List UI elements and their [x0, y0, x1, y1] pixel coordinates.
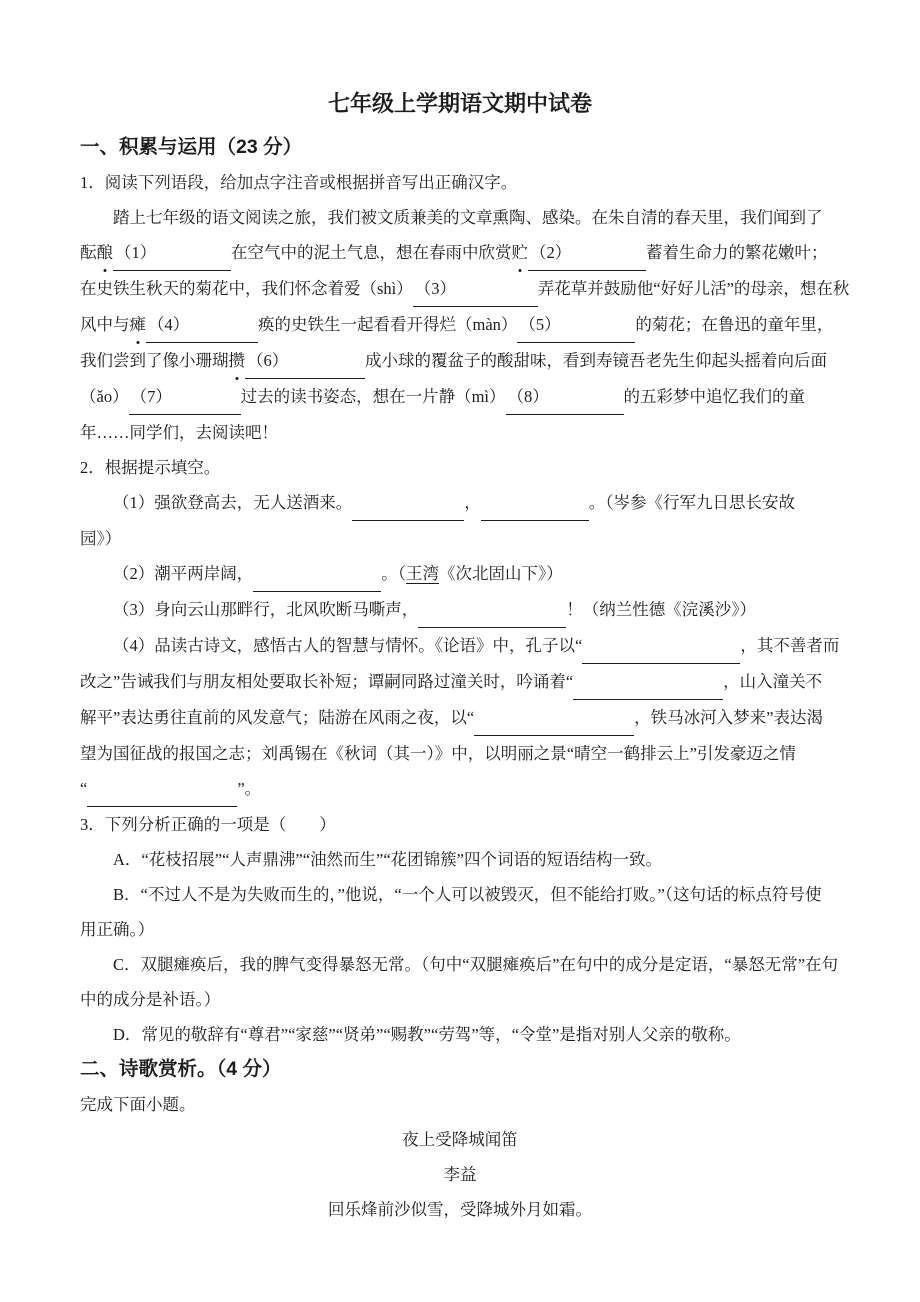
- text-line: [80, 982, 840, 1017]
- text-segment: 解平”表达勇往直前的风发意气；陆游在风雨之夜，以“: [80, 708, 475, 727]
- text-line: [80, 556, 840, 592]
- text-line: [80, 415, 840, 450]
- exam-title: [80, 88, 840, 120]
- text-segment: 我们尝到了像小珊瑚: [80, 351, 229, 370]
- text-segment: （4）品读古诗文，感悟古人的智慧与情怀。《论语》中，孔子以“: [113, 636, 583, 655]
- text-segment: ”。: [237, 779, 262, 798]
- text-segment: 2．根据提示填空。: [80, 458, 221, 477]
- text-segment: 夜上受降城闻笛: [402, 1130, 518, 1149]
- option-c: [80, 947, 840, 982]
- question-2-stem: [80, 450, 840, 485]
- text-segment: 七年级上学期语文期中试卷: [327, 91, 592, 116]
- fill-blank: （7）: [129, 379, 241, 415]
- text-segment: 回乐烽前沙似雪，受降城外月如霜。: [328, 1200, 592, 1219]
- text-segment: 年……同学们，去阅读吧！: [80, 423, 278, 442]
- text-segment: 。（: [381, 564, 406, 583]
- fill-blank: （4）: [146, 307, 258, 343]
- underlined-text: 王湾: [406, 564, 439, 583]
- fill-blank: [481, 485, 589, 521]
- text-segment: 《次北固山下》）: [439, 564, 563, 583]
- text-segment: 完成下面小题。: [80, 1095, 196, 1114]
- fill-blank: [87, 771, 237, 807]
- text-line: [80, 664, 840, 700]
- poem-title: [80, 1122, 840, 1157]
- text-segment: “: [80, 779, 88, 798]
- fill-blank: [418, 592, 566, 628]
- text-line: [80, 379, 840, 415]
- text-segment: D．常见的敬辞有“尊君”“家慈”“贤弟”“赐教”“劳驾”等，“令堂”是指对别人父亲的敬称。: [113, 1025, 741, 1044]
- fill-blank: （2）: [528, 235, 646, 271]
- text-segment: 园》）: [80, 529, 122, 548]
- text-line: [80, 628, 840, 664]
- section-heading: [80, 130, 840, 165]
- fill-blank: （3）: [413, 271, 538, 307]
- text-segment: 李益: [443, 1165, 477, 1184]
- fill-blank: [573, 664, 723, 700]
- text-segment: 在空气中的泥土气息，想在春雨中欣赏: [231, 243, 512, 262]
- poem-author: [80, 1157, 840, 1192]
- text-line: [80, 700, 840, 736]
- option-a: [80, 842, 840, 877]
- text-segment: 蓄着生命力的繁花嫩叶；: [646, 243, 828, 262]
- text-segment: 一、积累与运用（23 分）: [80, 136, 303, 158]
- text-segment: 望为国征战的报国之志；刘禹锡在《秋词（其一）》中，以明丽之景“晴空一鹤排云上”引发豪迈之情: [80, 744, 796, 763]
- text-line: [80, 912, 840, 947]
- fill-blank: [582, 628, 740, 664]
- text-segment: 痪的史铁生一起看看开得烂（màn）: [258, 315, 518, 334]
- text-line: [80, 592, 840, 628]
- document-body: [80, 88, 850, 1227]
- text-line: [80, 736, 840, 771]
- dotted-char: 瘫: [130, 307, 147, 342]
- text-segment: ，其不善者而: [740, 636, 840, 655]
- text-segment: 在史铁生秋天的菊花中，我们怀念着爱（shì）: [80, 279, 413, 298]
- text-line: [80, 235, 840, 271]
- text-segment: 1．阅读下列语段，给加点字注音或根据拼音写出正确汉字。: [80, 173, 518, 192]
- text-segment: 风中与: [80, 315, 130, 334]
- text-segment: 的菊花；在鲁迅的童年里，: [635, 315, 834, 334]
- dotted-char: 酿: [97, 235, 114, 270]
- dotted-char: 贮: [512, 235, 529, 270]
- text-segment: 。（岑参《行军九日思长安故: [588, 493, 795, 512]
- fill-blank: [253, 556, 381, 592]
- text-segment: 改之”告诫我们与朋友相处要取长补短；谭嗣同路过潼关时，吟诵着“: [80, 672, 574, 691]
- fill-blank: （5）: [517, 307, 635, 343]
- text-segment: 酝: [80, 243, 97, 262]
- text-line: [80, 521, 840, 556]
- text-line: [80, 271, 850, 307]
- text-segment: （ǎo）: [80, 387, 129, 406]
- text-segment: 弄花草并鼓励他“好好儿活”的母亲，想在秋: [537, 279, 850, 298]
- poem-line: [80, 1192, 840, 1227]
- text-segment: 中的成分是补语。）: [80, 990, 221, 1009]
- text-segment: 3．下列分析正确的一项是（ ）: [80, 815, 336, 834]
- option-b: [80, 877, 840, 912]
- text-segment: ，: [464, 493, 481, 512]
- text-segment: （1）强欲登高去，无人送酒来。: [113, 493, 353, 512]
- text-segment: ！（纳兰性德《浣溪沙》）: [566, 600, 756, 619]
- text-line: [80, 485, 840, 521]
- text-segment: （3）身向云山那畔行，北风吹断马嘶声，: [113, 600, 419, 619]
- text-segment: ，山入潼关不: [723, 672, 823, 691]
- dotted-char: 攒: [229, 343, 246, 378]
- text-line: [80, 771, 840, 807]
- text-segment: （2）潮平两岸阔，: [113, 564, 254, 583]
- text-segment: 过去的读书姿态，想在一片静（mì）: [240, 387, 506, 406]
- text-segment: 用正确。）: [80, 920, 155, 939]
- text-line: [80, 343, 840, 379]
- text-segment: A．“花枝招展”“人声鼎沸”“油然而生”“花团锦簇”四个词语的短语结构一致。: [113, 850, 663, 869]
- text-line: [80, 307, 840, 343]
- option-d: [80, 1017, 840, 1052]
- text-segment: 成小球的覆盆子的酸甜味，看到寿镜吾老先生仰起头摇着向后面: [365, 351, 827, 370]
- fill-blank: （8）: [506, 379, 624, 415]
- text-line: [80, 1087, 840, 1122]
- fill-blank: [474, 700, 634, 736]
- text-segment: C．双腿瘫痪后，我的脾气变得暴怒无常。（句中“双腿瘫痪后”在句中的成分是定语，“暴怒无常”在句: [113, 955, 839, 974]
- question-1-stem: [80, 165, 840, 200]
- question-3-stem: [80, 807, 840, 842]
- section-heading: [80, 1052, 840, 1087]
- text-segment: B．“不过人不是为失败而生的，”他说，“一个人可以被毁灭，但不能给打败。”（这句话的标点符号使: [113, 885, 822, 904]
- text-segment: 踏上七年级的语文阅读之旅，我们被文质兼美的文章熏陶、感染。在朱自清的春天里，我们闻到了: [113, 208, 823, 227]
- text-segment: 二、诗歌赏析。（4 分）: [80, 1058, 282, 1080]
- text-segment: ，铁马冰河入梦来”表达渴: [634, 708, 823, 727]
- fill-blank: [352, 485, 464, 521]
- text-segment: 的五彩梦中追忆我们的童: [623, 387, 805, 406]
- text-line: [80, 200, 840, 235]
- fill-blank: （1）: [113, 235, 231, 271]
- fill-blank: （6）: [245, 343, 365, 379]
